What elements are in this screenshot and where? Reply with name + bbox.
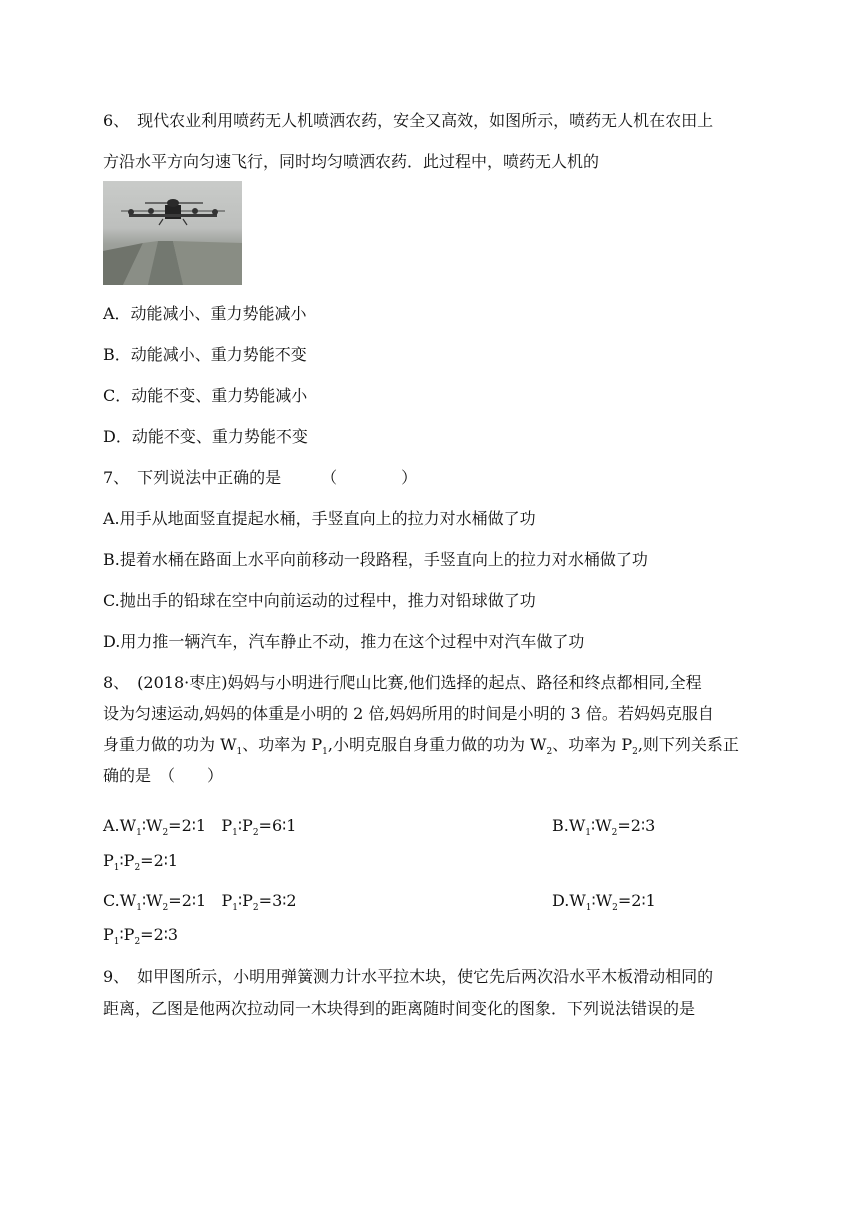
- subscript: 2: [632, 747, 638, 757]
- subscript: 1: [232, 903, 238, 913]
- q8-text: 身重力做的功为 W: [103, 735, 237, 754]
- subscript: 1: [232, 828, 238, 838]
- q8-text: ∶P: [119, 925, 135, 944]
- subscript: 2: [162, 903, 169, 913]
- q8-text: P: [221, 816, 233, 835]
- q8-text: ∶P: [119, 851, 135, 870]
- subscript: 1: [322, 747, 328, 757]
- q8-text: B.W: [552, 816, 586, 835]
- q8-option-a: [103, 815, 296, 840]
- q7-option-a: A.用手从地面竖直提起水桶，手竖直向上的拉力对水桶做了功: [103, 509, 536, 528]
- q6-stem-line1: 6、 现代农业利用喷药无人机喷洒农药，安全又高效，如图所示，喷药无人机在农田上: [103, 111, 714, 130]
- q8-text: ∶P: [237, 891, 253, 910]
- q7-option-d: D.用力推一辆汽车，汽车静止不动，推力在这个过程中对汽车做了功: [103, 632, 585, 651]
- subscript: 2: [546, 747, 553, 757]
- q8-stem-line1: 8、 (2018·枣庄)妈妈与小明进行爬山比赛,他们选择的起点、路径和终点都相同,全程: [103, 673, 702, 692]
- q8-text: C.W: [103, 891, 137, 910]
- q8-text: =3∶2: [258, 891, 297, 910]
- q8-option-b: [552, 815, 655, 840]
- subscript: 1: [585, 903, 592, 913]
- q8-text: =2∶3: [617, 816, 656, 835]
- subscript: 1: [585, 828, 592, 838]
- q8-text: P: [221, 891, 233, 910]
- q8-text: ∶W: [141, 891, 163, 910]
- q8-text: ∶W: [591, 816, 612, 835]
- subscript: 1: [136, 903, 142, 913]
- q6-option-c: C．动能不变、重力势能减小: [103, 386, 308, 405]
- q8-text: ,小明克服自身重力做的功为 W: [327, 735, 547, 754]
- q8-text: =2∶1: [168, 816, 207, 835]
- q6-option-d: D．动能不变、重力势能不变: [103, 427, 308, 446]
- subscript: 1: [236, 747, 243, 757]
- q8-text: ∶W: [141, 816, 163, 835]
- q7-stem: 7、 下列说法中正确的是 （ ）: [103, 468, 418, 487]
- subscript: 2: [612, 903, 618, 913]
- q8-text: 、功率为 P: [552, 735, 633, 754]
- drone-icon: [121, 199, 225, 225]
- q8-text: =2∶1: [617, 891, 656, 910]
- q8-option-d: [552, 890, 656, 915]
- subscript: 1: [113, 937, 120, 947]
- q8-stem-line2: 设为匀速运动,妈妈的体重是小明的 2 倍,妈妈所用的时间是小明的 3 倍。若妈妈克服自: [103, 704, 714, 723]
- subscript: 2: [252, 903, 259, 913]
- q8-text: D.W: [552, 891, 586, 910]
- q9-stem-line1: 9、 如甲图所示，小明用弹簧测力计水平拉木块，使它先后两次沿水平木板滑动相同的: [103, 967, 714, 986]
- q8-text: ,则下列关系正: [637, 735, 739, 754]
- q8-option-c: [103, 890, 297, 915]
- q8-option-d-power: [103, 924, 178, 949]
- q6-option-a: A．动能减小、重力势能减小: [103, 304, 307, 323]
- subscript: 2: [134, 863, 141, 873]
- q8-text: ∶W: [591, 891, 613, 910]
- q8-stem-line3: [103, 734, 739, 759]
- q6-stem-line2: 方沿水平方向匀速飞行，同时均匀喷洒农药．此过程中，喷药无人机的: [103, 152, 600, 171]
- drone-photo: [103, 181, 242, 285]
- subscript: 1: [136, 828, 142, 838]
- q9-stem-line2: 距离，乙图是他两次拉动同一木块得到的距离随时间变化的图象．下列说法错误的是: [103, 999, 696, 1018]
- q8-text: 、功率为 P: [242, 735, 323, 754]
- q8-text: P: [103, 925, 114, 944]
- q8-text: =2∶1: [140, 851, 179, 870]
- subscript: 2: [134, 937, 141, 947]
- q8-text: A.W: [103, 816, 137, 835]
- q8-text: =2∶1: [168, 891, 207, 910]
- q8-text: =2∶3: [140, 925, 179, 944]
- q8-stem-line4: 确的是 （ ）: [103, 766, 224, 785]
- q6-option-b: B．动能减小、重力势能不变: [103, 345, 307, 364]
- subscript: 1: [113, 863, 120, 873]
- q8-text: =6∶1: [258, 816, 297, 835]
- q8-option-b-power: [103, 850, 178, 875]
- q7-option-b: B.提着水桶在路面上水平向前移动一段路程，手竖直向上的拉力对水桶做了功: [103, 550, 648, 569]
- subscript: 2: [252, 828, 259, 838]
- subscript: 2: [162, 828, 169, 838]
- q8-text: ∶P: [237, 816, 253, 835]
- q8-text: P: [103, 851, 114, 870]
- subscript: 2: [611, 828, 618, 838]
- q7-option-c: C.抛出手的铅球在空中向前运动的过程中，推力对铅球做了功: [103, 591, 536, 610]
